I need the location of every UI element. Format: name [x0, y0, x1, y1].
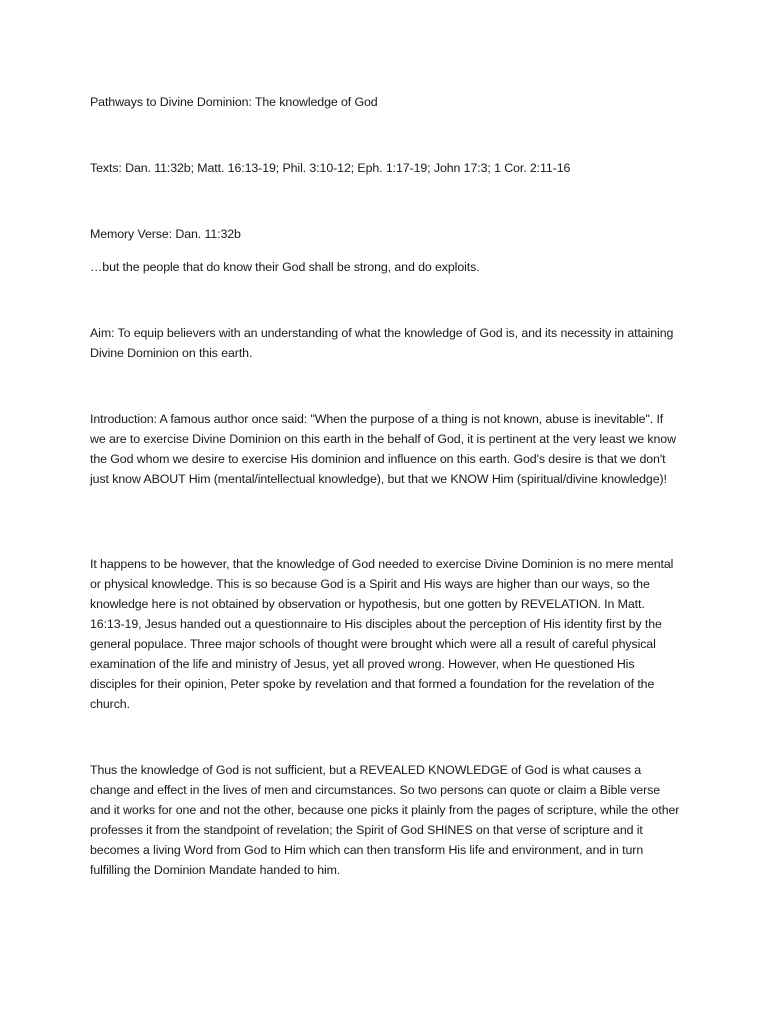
body-paragraph-revelation: It happens to be however, that the knowledge of God needed to exercise Divine Dominion is no mere mental or physical knowledge. This is so because God is a Spirit and His ways are higher than our ways, so the knowledge here is not obtained by observation or hypothesis, but one gotten by REVELATION. In Matt. 16:13-19, Jesus handed out a questionnaire to His disciples about the perception of His identity first by the general populace. Three major schools of thought were brought which were all a result of careful physical examination of the life and ministry of Jesus, yet all proved wrong. However, when He questioned His disciples for their opinion, Peter spoke by revelation and that formed a foundation for the revelation of the church.: [90, 557, 674, 711]
body-paragraph-revealed-knowledge: Thus the knowledge of God is not sufficient, but a REVEALED KNOWLEDGE of God is what causes a change and effect in the lives of men and circumstances. So two persons can quote or claim a Bible verse and it works for one and not the other, because one picks it plainly from the pages of scripture, while the other professes it from the standpoint of revelation; the Spirit of God SHINES on that verse of scripture and it becomes a living Word from God to Him which can then transform His life and environment, and in turn fulfilling the Dominion Mandate handed to him.: [90, 763, 680, 877]
memory-verse-text: …but the people that do know their God shall be strong, and do exploits.: [90, 260, 480, 274]
scripture-texts: Texts: Dan. 11:32b; Matt. 16:13-19; Phil. 3:10-12; Eph. 1:17-19; John 17:3; 1 Cor. 2:11-16: [90, 161, 571, 175]
aim-paragraph: Aim: To equip believers with an understanding of what the knowledge of God is, and its necessity in attaining Divine Dominion on this earth.: [90, 326, 674, 360]
introduction-paragraph: Introduction: A famous author once said: "When the purpose of a thing is not known, abuse is inevitable". If we are to exercise Divine Dominion on this earth in the behalf of God, it is pertinent at the very least we know the God whom we desire to exercise His dominion and influence on this earth. God's desire is that we don't just know ABOUT Him (mental/intellectual knowledge), but that we KNOW Him (spiritual/divine knowledge)!: [90, 412, 676, 486]
document-title: Pathways to Divine Dominion: The knowledge of God: [90, 95, 378, 109]
memory-verse-label: Memory Verse: Dan. 11:32b: [90, 227, 241, 241]
